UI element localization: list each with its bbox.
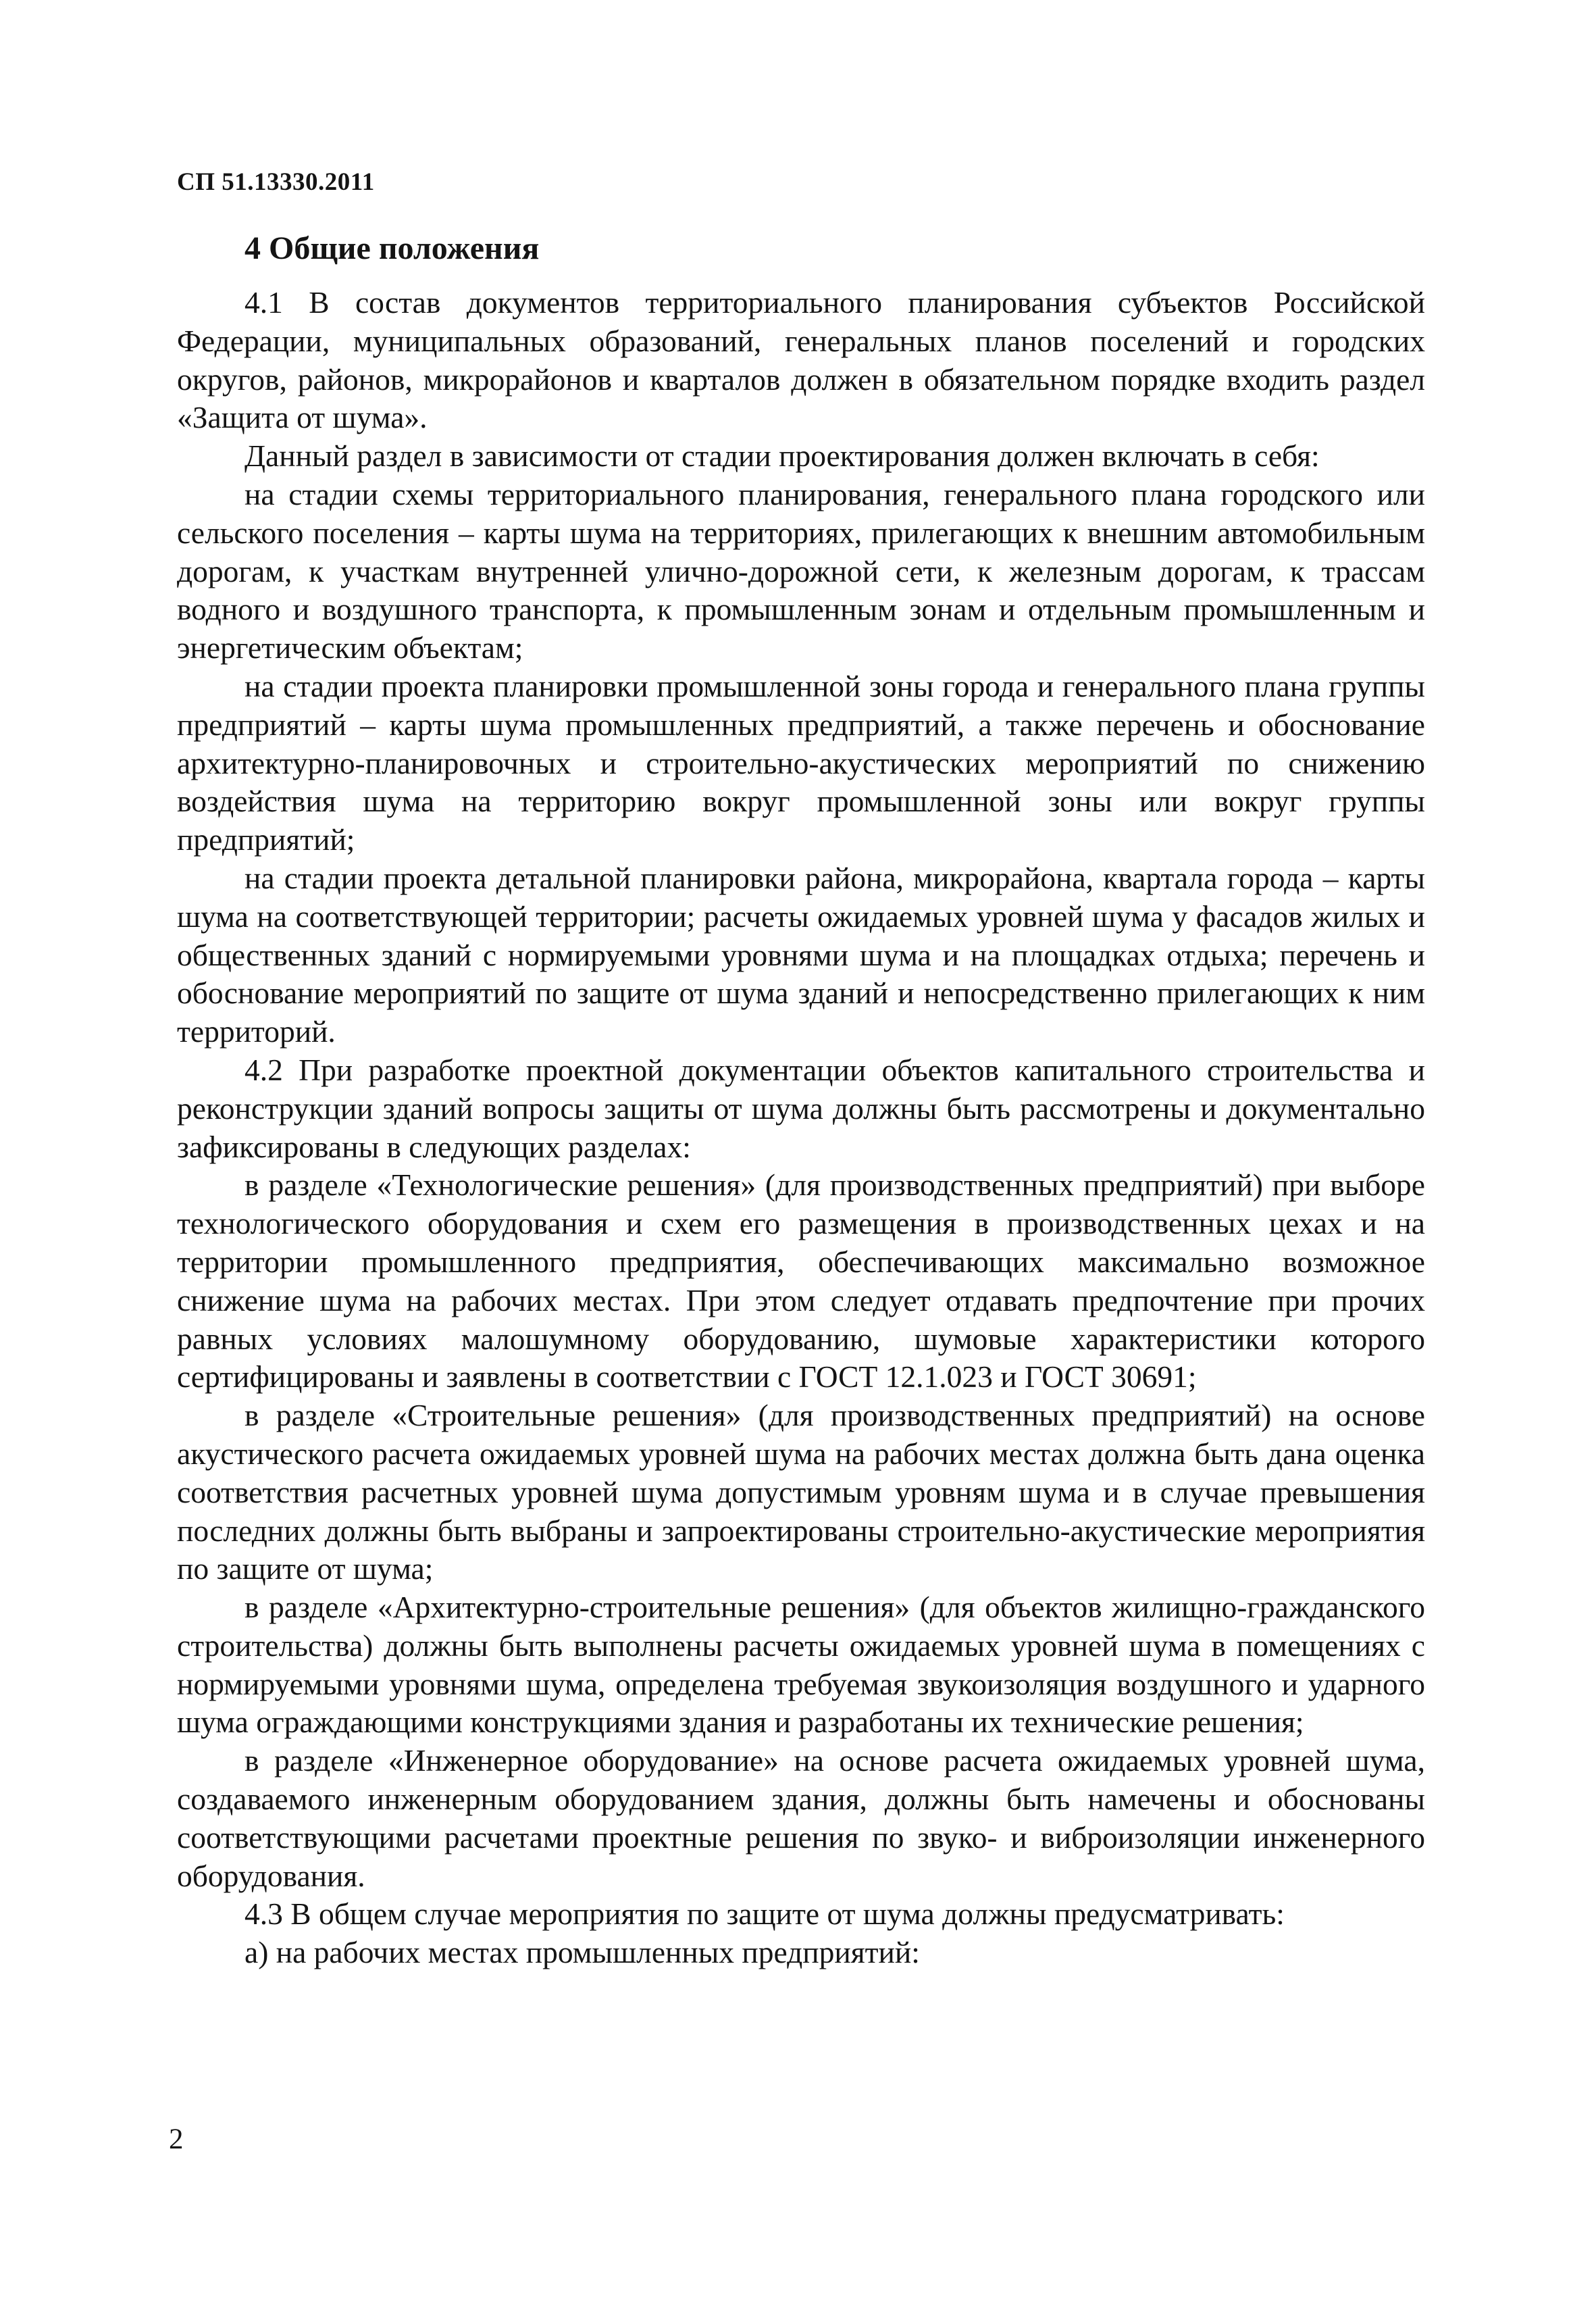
paragraph-territorial-planning-stage: на стадии схемы территориального планирования, генерального плана городского или сельского поселения – карты шума на территориях, прилегающих к внешним автомобильным дорогам, к участкам внутренней улично-дорожной сети, к железным дорогам, к трассам водного и воздушного транспорта, к промышленным зонам и отдельным промышленным и энергетическим объектам; <box>177 476 1425 665</box>
paragraph-construction-solutions: в разделе «Строительные решения» (для производственных предприятий) на основе акустического расчета ожидаемых уровней шума на рабочих местах должна быть дана оценка соответствия расчетных уровней шума допустимым уровням шума и в случае превышения последних должны быть выбраны и запроектированы строительно-акустические мероприятия по защите от шума; <box>177 1398 1425 1586</box>
body-text <box>177 284 1425 1972</box>
section-heading: 4 Общие положения <box>244 230 540 266</box>
paragraph-industrial-zone-stage: на стадии проекта планировки промышленной зоны города и генерального плана группы предприятий – карты шума промышленных предприятий, а также перечень и обоснование архитектурно-планировочных и строительно-акустических мероприятий по снижению воздействия шума на территорию вокруг промышленной зоны или вокруг группы предприятий; <box>177 668 1425 857</box>
paragraph-4-2: 4.2 При разработке проектной документации объектов капитального строительства и реконструкции зданий вопросы защиты от шума должны быть рассмотрены и документально зафиксированы в следующих разделах: <box>177 1052 1425 1164</box>
paragraph-4-3: 4.3 В общем случае мероприятия по защите от шума должны предусматривать: <box>244 1896 1285 1932</box>
paragraph-engineering-equipment: в разделе «Инженерное оборудование» на основе расчета ожидаемых уровней шума, создаваемого инженерным оборудованием здания, должны быть намечены и обоснованы соответствующими расчетами проектные решения по звуко- и виброизоляции инженерного оборудования. <box>177 1743 1425 1893</box>
document-code: СП 51.13330.2011 <box>177 168 375 196</box>
paragraph-detailed-planning-stage: на стадии проекта детальной планировки района, микрорайона, квартала города – карты шума на соответствующей территории; расчеты ожидаемых уровней шума у фасадов жилых и общественных зданий с нормируемыми уровнями шума и на площадках отдыха; перечень и обоснование мероприятий по защите от шума зданий и непосредственно прилегающих к ним территорий. <box>177 860 1425 1049</box>
paragraph-technological-solutions: в разделе «Технологические решения» (для производственных предприятий) при выборе технологического оборудования и схем его размещения в производственных цехах и на территории промышленного предприятия, обеспечивающих максимально возможное снижение шума на рабочих местах. При этом следует отдавать предпочтение при прочих равных условиях малошумному оборудованию, шумовые характеристики которого сертифицированы и заявлены в соответствии с ГОСТ 12.1.023 и ГОСТ 30691; <box>177 1167 1425 1394</box>
paragraph-4-3-a: а) на рабочих местах промышленных предприятий: <box>244 1935 920 1970</box>
page-number: 2 <box>169 2123 184 2155</box>
paragraph-architectural-solutions: в разделе «Архитектурно-строительные решения» (для объектов жилищно-гражданского строительства) должны быть выполнены расчеты ожидаемых уровней шума в помещениях с нормируемыми уровнями шума, определена требуемая звукоизоляция воздушного и ударного шума ограждающими конструкциями здания и разработаны их технические решения; <box>177 1590 1425 1740</box>
paragraph-section-contents-intro: Данный раздел в зависимости от стадии проектирования должен включать в себя: <box>244 438 1320 474</box>
paragraph-4-1: 4.1 В состав документов территориального планирования субъектов Российской Федерации, муниципальных образований, генеральных планов поселений и городских округов, районов, микрорайонов и кварталов должен в обязательном порядке входить раздел «Защита от шума». <box>177 285 1425 435</box>
